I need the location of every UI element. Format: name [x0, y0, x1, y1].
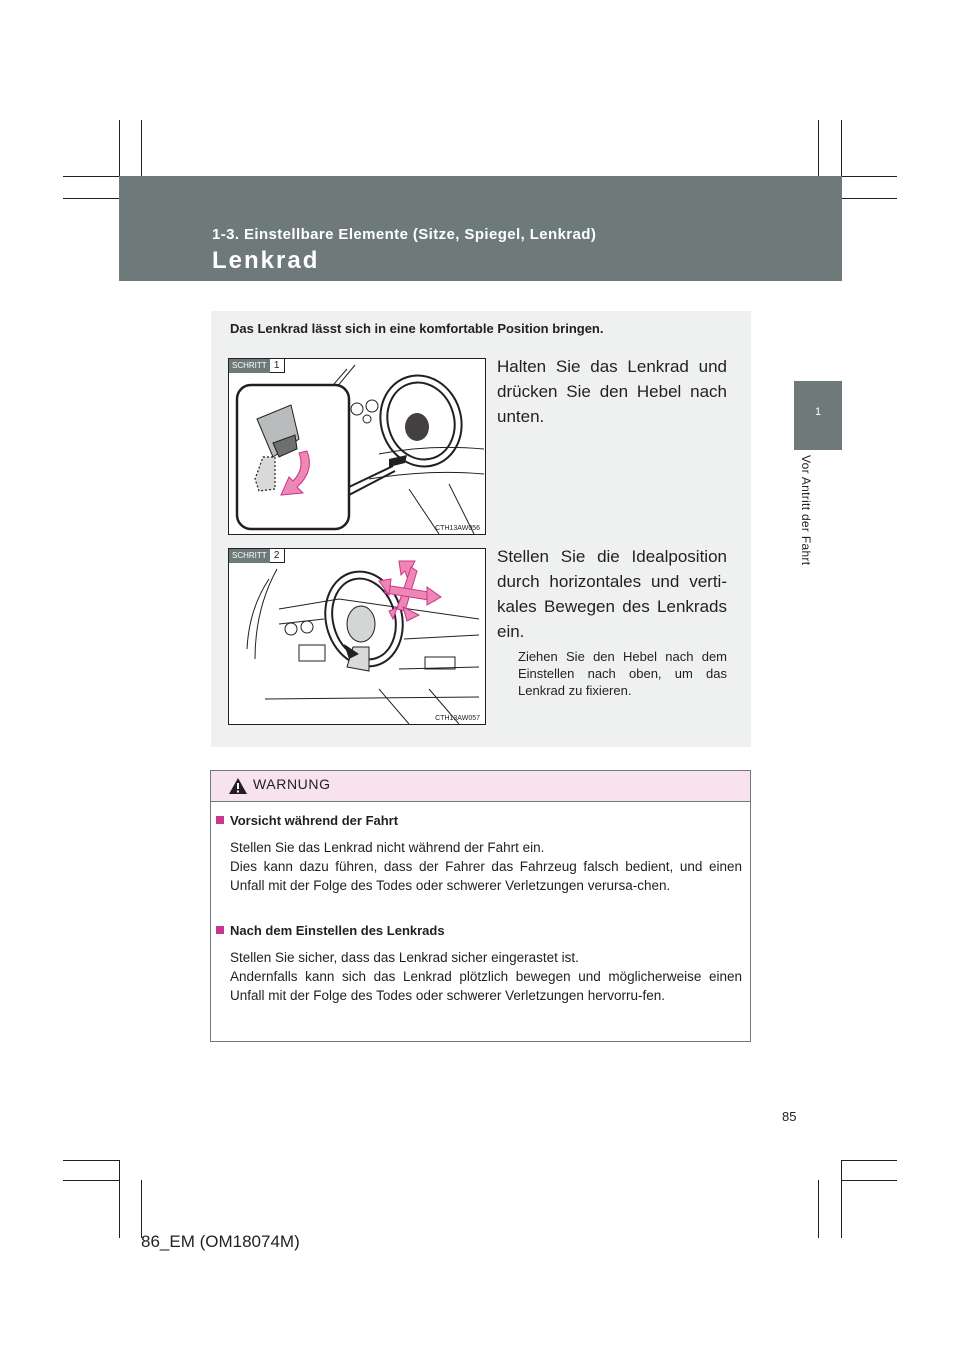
- step-2-figure: [228, 548, 486, 725]
- step-1-text: Halten Sie das Lenkrad und drücken Sie den Hebel nach unten.: [497, 357, 727, 426]
- page-number: 85: [782, 1109, 797, 1124]
- chapter-label: Vor Antritt der Fahrt: [799, 455, 813, 566]
- bullet-square-icon: [216, 926, 224, 934]
- crop-mark: [841, 120, 842, 176]
- crop-mark: [141, 120, 142, 176]
- crop-mark: [63, 176, 119, 177]
- crop-mark: [63, 198, 119, 199]
- page-title: Lenkrad: [212, 247, 320, 274]
- chapter-tab: [794, 381, 842, 450]
- crop-mark: [63, 1160, 119, 1161]
- crop-mark: [842, 1180, 897, 1181]
- crop-mark: [842, 176, 897, 177]
- warning-heading: Vorsicht während der Fahrt: [216, 813, 398, 828]
- step-1-figure: [228, 358, 486, 535]
- crop-mark: [842, 1160, 897, 1161]
- crop-mark: [842, 198, 897, 199]
- crop-mark: [818, 120, 819, 176]
- step-2-text: Stellen Sie die Idealposition durch horizontales und verti-kales Bewegen des Lenkrads ein.: [497, 547, 727, 641]
- warning-heading: Nach dem Einstellen des Lenkrads: [216, 923, 445, 938]
- warning-text: Dies kann dazu führen, dass der Fahrer das Fahrzeug falsch bedient, und einen Unfall mit der Folge des Todes oder schwerer Verletzungen verursa-chen.: [230, 859, 742, 893]
- crop-mark: [841, 1160, 842, 1238]
- crop-mark: [818, 1180, 819, 1238]
- intro-text: Das Lenkrad lässt sich in eine komfortable Position bringen.: [230, 321, 604, 336]
- figure-code: CTH13AW057: [435, 715, 480, 722]
- crop-mark: [63, 1180, 119, 1181]
- crop-mark: [119, 120, 120, 176]
- warning-text: Andernfalls kann sich das Lenkrad plötzlich bewegen und möglicherweise einen Unfall mit der Folge des Todes oder schwerer Verletzungen hervorru-fen.: [230, 969, 742, 1003]
- warning-text: Stellen Sie das Lenkrad nicht während der Fahrt ein.: [230, 840, 545, 855]
- crop-mark: [119, 1160, 120, 1238]
- step-2-note: Ziehen Sie den Hebel nach dem Einstellen nach oben, um das Lenkrad zu fixieren.: [518, 649, 727, 698]
- figure-code: CTH13AW056: [435, 525, 480, 532]
- warning-text: Stellen Sie sicher, dass das Lenkrad sicher eingerastet ist.: [230, 950, 579, 965]
- warning-icon: [228, 777, 248, 795]
- crop-mark: [141, 1180, 142, 1238]
- warning-title: WARNUNG: [253, 776, 331, 792]
- section-title: 1-3. Einstellbare Elemente (Sitze, Spiegel, Lenkrad): [212, 226, 597, 243]
- bullet-square-icon: [216, 816, 224, 824]
- steering-adjust-illustration: [229, 549, 485, 724]
- chapter-number: 1: [814, 406, 822, 418]
- step-2-badge: SCHRITT 2: [229, 549, 285, 563]
- footer-code: 86_EM (OM18074M): [141, 1232, 300, 1251]
- step-1-badge: SCHRITT 1: [229, 359, 285, 373]
- steering-lever-illustration: [229, 359, 485, 534]
